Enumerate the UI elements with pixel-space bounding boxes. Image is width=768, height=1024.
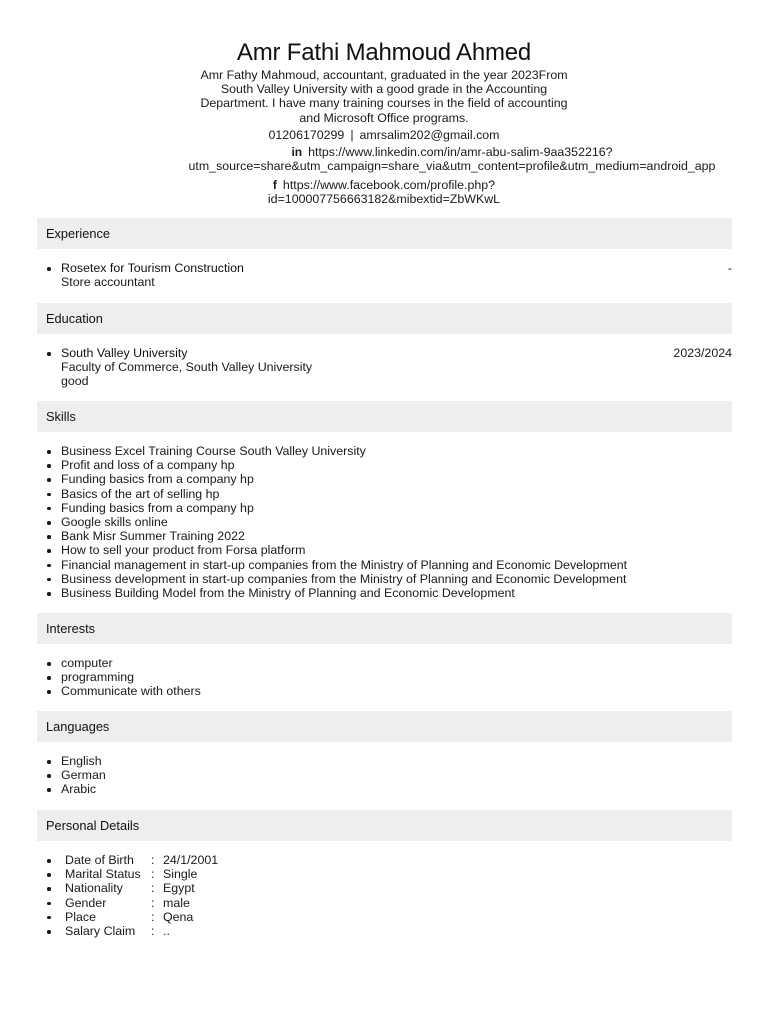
skill-item: Funding basics from a company hp — [37, 501, 732, 515]
detail-value: Single — [163, 867, 198, 882]
skills-section — [37, 401, 732, 600]
skill-item: Google skills online — [37, 515, 732, 529]
languages-list — [37, 754, 732, 797]
contact-line — [0, 128, 768, 142]
skill-item: Basics of the art of selling hp — [37, 487, 732, 501]
education-heading: Education — [37, 303, 732, 334]
facebook-url-line1[interactable]: https://www.facebook.com/profile.php? — [282, 177, 496, 192]
linkedin-link[interactable] — [136, 145, 768, 174]
summary-line: Amr Fathy Mahmoud, accountant, graduated in the year 2023From — [200, 68, 568, 82]
skill-item: How to sell your product from Forsa platform — [37, 543, 732, 557]
education-school: South Valley University — [61, 346, 188, 360]
experience-company: Rosetex for Tourism Construction — [61, 261, 244, 275]
interest-item: computer — [37, 656, 732, 670]
personal-detail-row — [37, 910, 732, 924]
detail-label: Place — [65, 909, 96, 924]
languages-section — [37, 711, 732, 797]
education-entry — [37, 346, 732, 389]
detail-colon: : — [151, 853, 155, 867]
skill-item: Business development in start-up companies from the Ministry of Planning and Economic Development — [37, 572, 732, 586]
experience-role: Store accountant — [61, 275, 155, 290]
skill-item: Business Building Model from the Ministry of Planning and Economic Development — [37, 586, 732, 600]
detail-colon: : — [151, 909, 155, 924]
detail-value: male — [163, 895, 190, 910]
skill-item: Financial management in start-up companies from the Ministry of Planning and Economic Development — [37, 558, 732, 572]
detail-colon: : — [151, 924, 155, 939]
experience-entry — [37, 261, 732, 289]
phone-number: 01206170299 — [268, 127, 345, 142]
detail-label: Nationality — [65, 881, 123, 896]
languages-heading: Languages — [37, 711, 732, 742]
facebook-link[interactable] — [0, 178, 768, 207]
skills-list — [37, 444, 732, 600]
experience-section — [37, 218, 732, 289]
interest-item: Communicate with others — [37, 684, 732, 698]
summary-line: South Valley University with a good grade in the Accounting — [220, 82, 548, 97]
resume-header — [0, 38, 768, 207]
contact-separator: | — [350, 127, 354, 142]
summary-line: and Microsoft Office programs. — [299, 110, 469, 125]
personal-detail-row — [37, 853, 732, 867]
detail-label: Gender — [65, 895, 107, 910]
profile-summary — [184, 68, 584, 125]
personal-details-heading: Personal Details — [37, 810, 732, 841]
experience-heading: Experience — [37, 218, 732, 249]
language-item: Arabic — [37, 782, 732, 796]
education-faculty: Faculty of Commerce, South Valley University — [61, 360, 313, 375]
personal-details-list — [37, 853, 732, 938]
detail-colon: : — [151, 895, 155, 910]
education-grade: good — [61, 374, 89, 389]
skills-heading: Skills — [37, 401, 732, 432]
personal-detail-row — [37, 924, 732, 938]
education-date: 2023/2024 — [673, 346, 732, 360]
skill-item: Bank Misr Summer Training 2022 — [37, 529, 732, 543]
skill-item: Funding basics from a company hp — [37, 472, 732, 486]
summary-line: Department. I have many training courses in the field of accounting — [200, 96, 568, 111]
interests-list — [37, 656, 732, 699]
facebook-icon: f — [272, 177, 277, 192]
detail-label: Date of Birth — [65, 853, 134, 867]
linkedin-url-line2[interactable]: utm_source=share&utm_campaign=share_via&utm_content=profile&utm_medium=android_app — [188, 159, 716, 174]
experience-date: - — [727, 261, 732, 275]
email-link[interactable]: amrsalim202@gmail.com — [359, 127, 500, 142]
skill-item: Profit and loss of a company hp — [37, 458, 732, 472]
detail-value: 24/1/2001 — [163, 853, 219, 867]
detail-colon: : — [151, 881, 155, 896]
detail-label: Salary Claim — [65, 924, 136, 939]
personal-detail-row — [37, 896, 732, 910]
language-item: English — [37, 754, 732, 768]
interest-item: programming — [37, 670, 732, 684]
detail-value: .. — [163, 924, 170, 939]
candidate-name: Amr Fathi Mahmoud Ahmed — [236, 39, 532, 66]
personal-detail-row — [37, 881, 732, 895]
interests-heading: Interests — [37, 613, 732, 644]
facebook-url-line2[interactable]: id=100007756663182&mibextid=ZbWKwL — [267, 192, 501, 207]
personal-detail-row — [37, 867, 732, 881]
detail-colon: : — [151, 867, 155, 882]
language-item: German — [37, 768, 732, 782]
detail-value: Qena — [163, 909, 194, 924]
linkedin-url-line1[interactable]: https://www.linkedin.com/in/amr-abu-salim-9aa352216? — [308, 145, 613, 160]
detail-label: Marital Status — [65, 867, 141, 882]
interests-section — [37, 613, 732, 699]
education-section — [37, 303, 732, 389]
skill-item: Business Excel Training Course South Valley University — [37, 444, 732, 458]
personal-details-section — [37, 810, 732, 938]
linkedin-icon: in — [291, 145, 303, 160]
detail-value: Egypt — [163, 881, 195, 896]
